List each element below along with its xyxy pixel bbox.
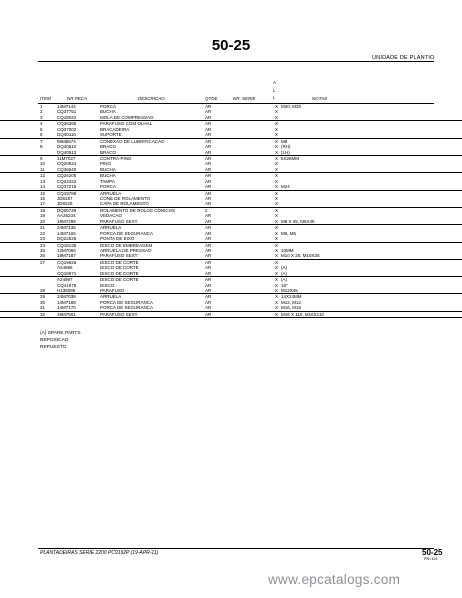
row-part-number: CQ19625 [57, 259, 77, 265]
row-applicability-mark: X [275, 225, 279, 231]
row-applicability-mark: X [275, 230, 279, 236]
row-item-number: 25 [40, 247, 46, 253]
row-description: DISCO [100, 282, 115, 288]
row-item-number: 12 [40, 173, 46, 179]
row-part-number: 14M7165 [57, 230, 76, 236]
row-part-number: CQ36940 [57, 166, 77, 172]
row-applicability-mark: X [275, 207, 279, 213]
row-quantity: AR [205, 259, 212, 265]
row-item-number: 26 [40, 253, 46, 259]
row-description: PORCA DE SEGURANCA [100, 299, 154, 305]
row-item-number: 11 [40, 166, 45, 172]
row-applicability-mark: X [275, 132, 279, 138]
row-description: PONTA DE EIXO [100, 236, 135, 242]
row-description: PORCA [100, 184, 117, 190]
section-title: UNIDADE DE PLANTIO [372, 55, 435, 61]
row-applicability-mark: X [275, 277, 279, 283]
row-description: PARAFUSO SEXT. [100, 218, 139, 224]
row-applicability-mark: X [275, 114, 279, 120]
row-quantity: AR [205, 138, 212, 144]
row-quantity: AR [205, 201, 212, 207]
row-notes: M16, M16 [281, 305, 302, 311]
row-applicability-mark: X [275, 311, 279, 317]
row-quantity: AR [205, 109, 212, 115]
row-quantity: 2 [205, 207, 208, 213]
row-description: ARRUELA DE PRESSAO [100, 247, 152, 253]
row-quantity: AR [205, 230, 212, 236]
row-quantity: AR [205, 225, 212, 231]
row-item-number: 29 [40, 294, 46, 300]
parts-table [0, 104, 462, 318]
row-applicability-mark: X [275, 253, 279, 259]
row-description: BRACO [100, 149, 117, 155]
row-description: BRACO [100, 144, 117, 150]
row-quantity: AR [205, 294, 212, 300]
row-description: CONE DE ROLAMENTO [100, 196, 151, 201]
row-part-number: CQ18042 [57, 114, 77, 120]
row-applicability-mark: X [275, 166, 279, 172]
row-item-number: 32 [40, 311, 46, 317]
row-applicability-mark: X [275, 109, 279, 115]
row-part-number: CQ37218 [57, 184, 77, 190]
row-item-number: 18 [40, 207, 46, 213]
row-item-number: 13 [40, 178, 46, 184]
row-notes: M8 [281, 138, 288, 144]
row-part-number: 19M7299 [57, 218, 76, 224]
row-description: ARRUELA [100, 294, 122, 300]
row-description: ARRUELA [100, 190, 122, 196]
row-part-number: A24696 [57, 265, 73, 271]
row-description: BUCHA [100, 166, 116, 172]
row-part-number: CQ37002 [57, 126, 77, 132]
row-description: CONTRA-PINO [100, 155, 132, 161]
row-item-number: 21 [40, 225, 46, 231]
row-item-number: 15 [40, 190, 46, 196]
row-part-number: CQ26205 [57, 173, 77, 179]
column-header-item: ITEM [40, 96, 51, 101]
row-quantity: AR [205, 236, 212, 242]
row-part-number: CQ20624 [57, 161, 77, 167]
row-quantity: AR [205, 196, 212, 201]
row-part-number: JD8187 [57, 196, 73, 201]
row-part-number: 19M7187 [57, 253, 76, 259]
row-quantity: AR [205, 149, 212, 155]
row-quantity: AR [205, 265, 212, 271]
row-part-number: DQ06749 [57, 207, 77, 213]
row-applicability-mark: X [275, 305, 279, 311]
row-item-number: 27 [40, 259, 46, 265]
row-applicability-mark: X [275, 155, 279, 161]
row-quantity: AR [205, 213, 212, 219]
row-description: BRACADEIRA [100, 126, 130, 132]
row-part-number: JD8225 [57, 201, 73, 207]
row-description: PINO [100, 161, 112, 167]
row-applicability-mark: X [275, 178, 279, 184]
row-item-number: 4 [40, 121, 43, 127]
all-letter-a: A [273, 80, 277, 85]
row-notes: M16 X 110, M16X110 [281, 311, 324, 317]
row-description: DISCO DE CORTE [100, 277, 139, 283]
row-part-number: CQ41978 [57, 282, 77, 288]
row-item-number: 16 [40, 196, 46, 201]
row-part-number: DQ40512 [57, 144, 77, 150]
row-description: ARRUELA [100, 225, 122, 231]
footer-catalog-info: PLANTADEIRAS SERIE 2200 PC9192P (19-APR-11) [40, 550, 159, 556]
bottom-rule [38, 548, 434, 549]
row-description: PARAFUSO SEXT. [100, 311, 139, 317]
row-item-number: 23 [40, 236, 46, 242]
row-applicability-mark: X [275, 161, 279, 167]
row-notes: (RH) [281, 144, 291, 150]
table-row [0, 312, 462, 318]
row-description: DISCO DE CORTE [100, 270, 139, 276]
row-notes: M12X45 [281, 288, 298, 293]
row-applicability-mark: X [275, 242, 279, 248]
row-part-number: 12M7066 [57, 247, 76, 253]
row-description: DISCO DE EMBREAGEM [100, 242, 153, 248]
row-notes: 5X28MM [281, 155, 300, 161]
row-description: BUCHA [100, 109, 116, 115]
row-description: MOLA DE COMPRESSAO [100, 114, 154, 120]
row-item-number: 3 [40, 114, 43, 120]
row-notes: (A) [281, 270, 287, 276]
row-quantity: AR [205, 144, 212, 150]
row-applicability-mark: X [275, 126, 279, 132]
row-quantity: AR [205, 166, 212, 172]
row-part-number: 24M7038 [57, 294, 76, 300]
row-quantity: AR [205, 173, 212, 179]
row-description: CAPA DE ROLAMENTO [100, 201, 149, 207]
row-part-number: CQ37751 [57, 109, 77, 115]
row-part-number: DQ22525 [57, 236, 77, 242]
row-quantity: AR [205, 299, 212, 305]
row-description: CONEXAO DE LUBRIFICACAO [100, 138, 165, 144]
row-part-number: CQ36365 [57, 121, 77, 127]
row-applicability-mark: X [275, 213, 279, 219]
row-quantity: AR [205, 277, 212, 283]
row-applicability-mark: X [275, 144, 279, 150]
legend-repuesto: REPUESTO [40, 345, 67, 350]
row-item-number: 9 [40, 155, 43, 161]
row-applicability-mark: X [275, 288, 279, 293]
row-applicability-mark: X [275, 121, 279, 127]
footer-page-code: PN=121 [424, 557, 438, 561]
column-header-notes: NOTAS [312, 96, 328, 101]
row-applicability-mark: X [275, 173, 279, 179]
row-part-number: 14M7144 [57, 104, 76, 109]
row-part-number: AA26234 [57, 213, 76, 219]
row-part-number: 14M7168 [57, 299, 76, 305]
row-quantity: AR [205, 305, 212, 311]
row-part-number: CQ19788 [57, 190, 77, 196]
row-applicability-mark: X [275, 201, 279, 207]
column-header-description: DESCRICAO [138, 96, 165, 101]
row-applicability-mark: X [275, 236, 279, 242]
row-description: SUPORTE [100, 132, 122, 138]
row-notes: (LH) [281, 149, 290, 155]
row-part-number: 58M5574 [57, 138, 76, 144]
row-part-number: 14M7170 [57, 305, 76, 311]
row-item-number: 10 [40, 161, 46, 167]
row-description: VEDACAO [100, 213, 123, 219]
legend-reposicao: REPOSICAO [40, 338, 69, 343]
row-part-number: 19M7501 [57, 311, 76, 317]
row-applicability-mark: X [275, 247, 279, 253]
row-notes: M10 X 25, M10X25 [281, 253, 320, 259]
row-item-number: 22 [40, 230, 46, 236]
row-part-number: DQ40116 [57, 132, 76, 138]
row-description: PORCA [100, 104, 117, 109]
row-applicability-mark: X [275, 104, 279, 109]
row-quantity: AR [205, 104, 212, 109]
row-item-number: 7 [40, 138, 43, 144]
column-header-serial: NR. SERIE [233, 96, 256, 101]
row-description: BUCHA [100, 173, 116, 179]
row-applicability-mark: X [275, 218, 279, 224]
row-applicability-mark: X [275, 282, 279, 288]
row-quantity: AR [205, 253, 212, 259]
row-notes: M24 [281, 184, 290, 190]
row-applicability-mark: X [275, 184, 279, 190]
row-notes: (A) [281, 265, 287, 271]
row-applicability-mark: X [275, 196, 279, 201]
row-item-number: 19 [40, 213, 46, 219]
row-part-number: CQ18671 [57, 270, 77, 276]
watermark: www.epcatalogs.com [268, 572, 401, 587]
page-number-header: 50-25 [211, 37, 251, 54]
row-quantity: AR [205, 126, 212, 132]
row-applicability-mark: X [275, 138, 279, 144]
row-item-number: 31 [40, 305, 46, 311]
row-quantity: AR [205, 218, 212, 224]
footer-page-number: 50-25 [422, 548, 443, 557]
row-part-number: DQ40513 [57, 149, 77, 155]
row-description: TAMPA [100, 178, 115, 184]
row-item-number: 14 [40, 184, 46, 190]
row-part-number: 24M7136 [57, 225, 76, 231]
row-applicability-mark: X [275, 294, 279, 300]
row-description: DISCO DE CORTE [100, 265, 139, 271]
row-applicability-mark: X [275, 149, 279, 155]
all-letter-l2: L [273, 95, 276, 100]
row-notes: 18" [281, 282, 288, 288]
row-quantity: AR [205, 132, 212, 138]
all-letter-l1: L [273, 88, 276, 93]
row-quantity: AR [205, 288, 212, 293]
row-quantity: AR [205, 247, 212, 253]
row-notes: M6, M6 [281, 230, 297, 236]
row-applicability-mark: X [275, 299, 279, 305]
row-description: PARAFUSO COM OLHAL [100, 121, 153, 127]
row-quantity: AR [205, 282, 212, 288]
row-quantity: AR [205, 190, 212, 196]
row-description: ROLAMENTO DE ROLOS CONICOS [100, 207, 176, 213]
row-applicability-mark: X [275, 265, 279, 271]
row-notes: 10MM [281, 247, 294, 253]
row-description: PORCA DE SEGURANCA [100, 305, 154, 311]
row-applicability-mark: X [275, 270, 279, 276]
row-notes: M12, M12 [281, 299, 302, 305]
row-description: DISCO DE CORTE [100, 259, 139, 265]
row-quantity: AR [205, 242, 212, 248]
row-notes: 14X24MM [281, 294, 302, 300]
row-item-number: 20 [40, 218, 46, 224]
row-item-number: 30 [40, 299, 46, 305]
row-quantity: AR [205, 311, 212, 317]
row-quantity: AR [205, 161, 212, 167]
row-notes: (A) [281, 277, 287, 283]
row-item-number: 28 [40, 288, 46, 293]
row-part-number: H136096 [57, 288, 76, 293]
row-item-number: 2 [40, 109, 43, 115]
row-quantity: AR [205, 184, 212, 190]
row-quantity: AR [205, 121, 212, 127]
top-rule [38, 61, 434, 62]
row-description: PARAFUSO SEXT. [100, 253, 139, 259]
row-item-number: 6 [40, 132, 43, 138]
row-part-number: CQ22322 [57, 178, 77, 184]
row-quantity: AR [205, 155, 212, 161]
row-item-number: 17 [40, 201, 46, 207]
legend-spare-parts: (A) SPARE PARTS [40, 331, 81, 336]
row-quantity: AR [205, 178, 212, 184]
column-header-part-number: NR.PECA [67, 96, 88, 101]
row-description: PARAFUSO [100, 288, 125, 293]
row-applicability-mark: X [275, 259, 279, 265]
row-part-number: CQ16135 [57, 242, 77, 248]
row-item-number: 8 [40, 144, 43, 150]
row-item-number: 1 [40, 104, 43, 109]
row-notes: M6 X 45, M6X45 [281, 218, 315, 224]
row-part-number: 11M7027 [57, 155, 76, 161]
row-item-number: 5 [40, 126, 43, 132]
row-quantity: AR [205, 114, 212, 120]
row-part-number: A24997 [57, 277, 73, 283]
column-header-qty: QTDE [205, 96, 218, 101]
row-quantity: AR [205, 270, 212, 276]
row-description: PORCA DE SEGURANCA [100, 230, 154, 236]
row-applicability-mark: X [275, 190, 279, 196]
row-notes: M20, M20 [281, 104, 302, 109]
row-item-number: 24 [40, 242, 46, 248]
